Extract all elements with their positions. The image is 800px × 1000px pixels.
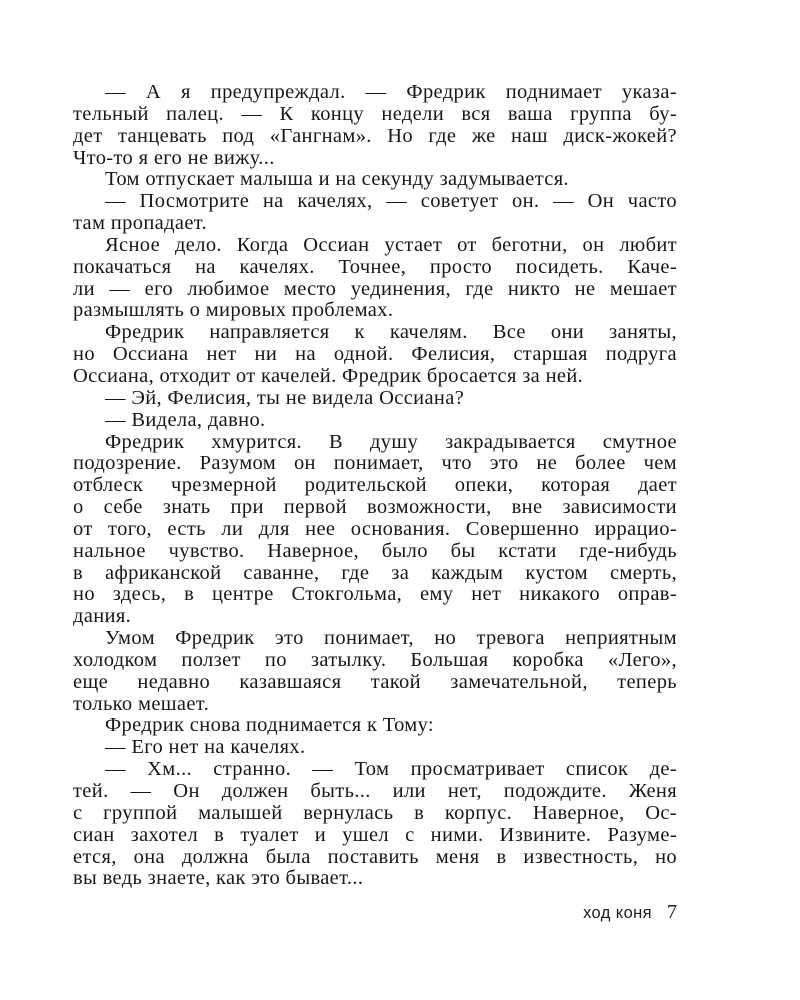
paragraph <box>73 322 677 388</box>
text-line: — Посмотрите на качелях, — советует он. — Он часто <box>105 191 677 213</box>
text-line: — Видела, давно. <box>105 409 266 431</box>
text-line: Фредрик снова поднимается к Тому: <box>105 715 434 737</box>
text-line: отблеск чрезмерной родительской опеки, которая дает <box>73 475 677 497</box>
text-line: еще недавно казавшаяся такой замечательной, теперь <box>73 671 677 693</box>
text-line: Что-то я его не вижу... <box>73 147 275 169</box>
text-line: — Эй, Фелисия, ты не видела Оссиана? <box>105 387 465 409</box>
text-line: нальное чувство. Наверное, было бы кстати где-нибудь <box>73 540 677 562</box>
paragraph <box>73 737 677 759</box>
text-line: Том отпускает малыша и на секунду задумывается. <box>105 169 569 191</box>
text-line: — А я предупреждал. — Фредрик поднимает указа- <box>105 82 677 103</box>
text-line: сиан захотел в туалет и ушел с ними. Извините. Разуме- <box>73 824 677 846</box>
paragraph <box>73 82 677 169</box>
paragraph <box>73 759 677 890</box>
page-number: 7 <box>667 901 677 923</box>
text-line: — Его нет на качелях. <box>105 737 306 759</box>
text-line: там пропадает. <box>73 213 208 235</box>
text-line: вы ведь знаете, как это бывает... <box>73 868 364 890</box>
text-line: от того, есть ли для нее основания. Совершенно иррацио- <box>73 518 677 540</box>
text-line: тей. — Он должен быть... или нет, подождите. Женя <box>73 781 677 802</box>
paragraph <box>73 715 677 737</box>
paragraph <box>73 235 677 322</box>
paragraph <box>73 410 677 432</box>
text-line: дания. <box>73 606 132 628</box>
paragraph <box>73 432 677 629</box>
text-line: Фредрик направляется к качелям. Все они заняты, <box>105 322 677 344</box>
text-line: в африканской саванне, где за каждым кустом смерть, <box>73 562 677 584</box>
text-line: тельный палец. — К концу недели вся ваша группа бу- <box>73 103 677 125</box>
page-footer <box>73 901 677 924</box>
text-line: ется, она должна была поставить меня в известность, но <box>73 846 677 868</box>
text-line: Оссиана, отходит от качелей. Фредрик бросается за ней. <box>73 365 584 387</box>
text-line: — Хм... странно. — Том просматривает список де- <box>105 759 677 781</box>
paragraph <box>73 628 677 715</box>
paragraph <box>73 388 677 410</box>
text-line: Фредрик хмурится. В душу закрадывается смутное <box>105 431 677 453</box>
text-line: Умом Фредрик это понимает, но тревога неприятным <box>105 628 677 650</box>
paragraph <box>73 169 677 191</box>
text-line: холодком ползет по затылку. Большая коробка «Лего», <box>73 649 677 671</box>
text-line: ли — его любимое место уединения, где никто не мешает <box>73 278 677 300</box>
text-line: только мешает. <box>73 693 210 715</box>
text-line: но здесь, в центре Стокгольма, ему нет никакого оправ- <box>73 584 677 606</box>
text-line: с группой малышей вернулась в корпус. Наверное, Ос- <box>73 802 677 824</box>
text-line: покачаться на качелях. Точнее, просто посидеть. Каче- <box>73 256 677 278</box>
text-line: подозрение. Разумом он понимает, что это не более чем <box>73 453 677 475</box>
text-line: но Оссиана нет ни на одной. Фелисия, старшая подруга <box>73 344 677 366</box>
running-title: ход коня <box>583 904 652 922</box>
text-block <box>73 82 677 890</box>
text-line: о себе знать при первой возможности, вне зависимости <box>73 497 677 519</box>
paragraph <box>73 191 677 235</box>
text-line: размышлять о мировых проблемах. <box>73 300 394 322</box>
text-line: дет танцевать под «Гангнам». Но где же наш диск-жокей? <box>73 125 677 147</box>
text-line: Ясное дело. Когда Оссиан устает от беготни, он любит <box>105 234 677 256</box>
